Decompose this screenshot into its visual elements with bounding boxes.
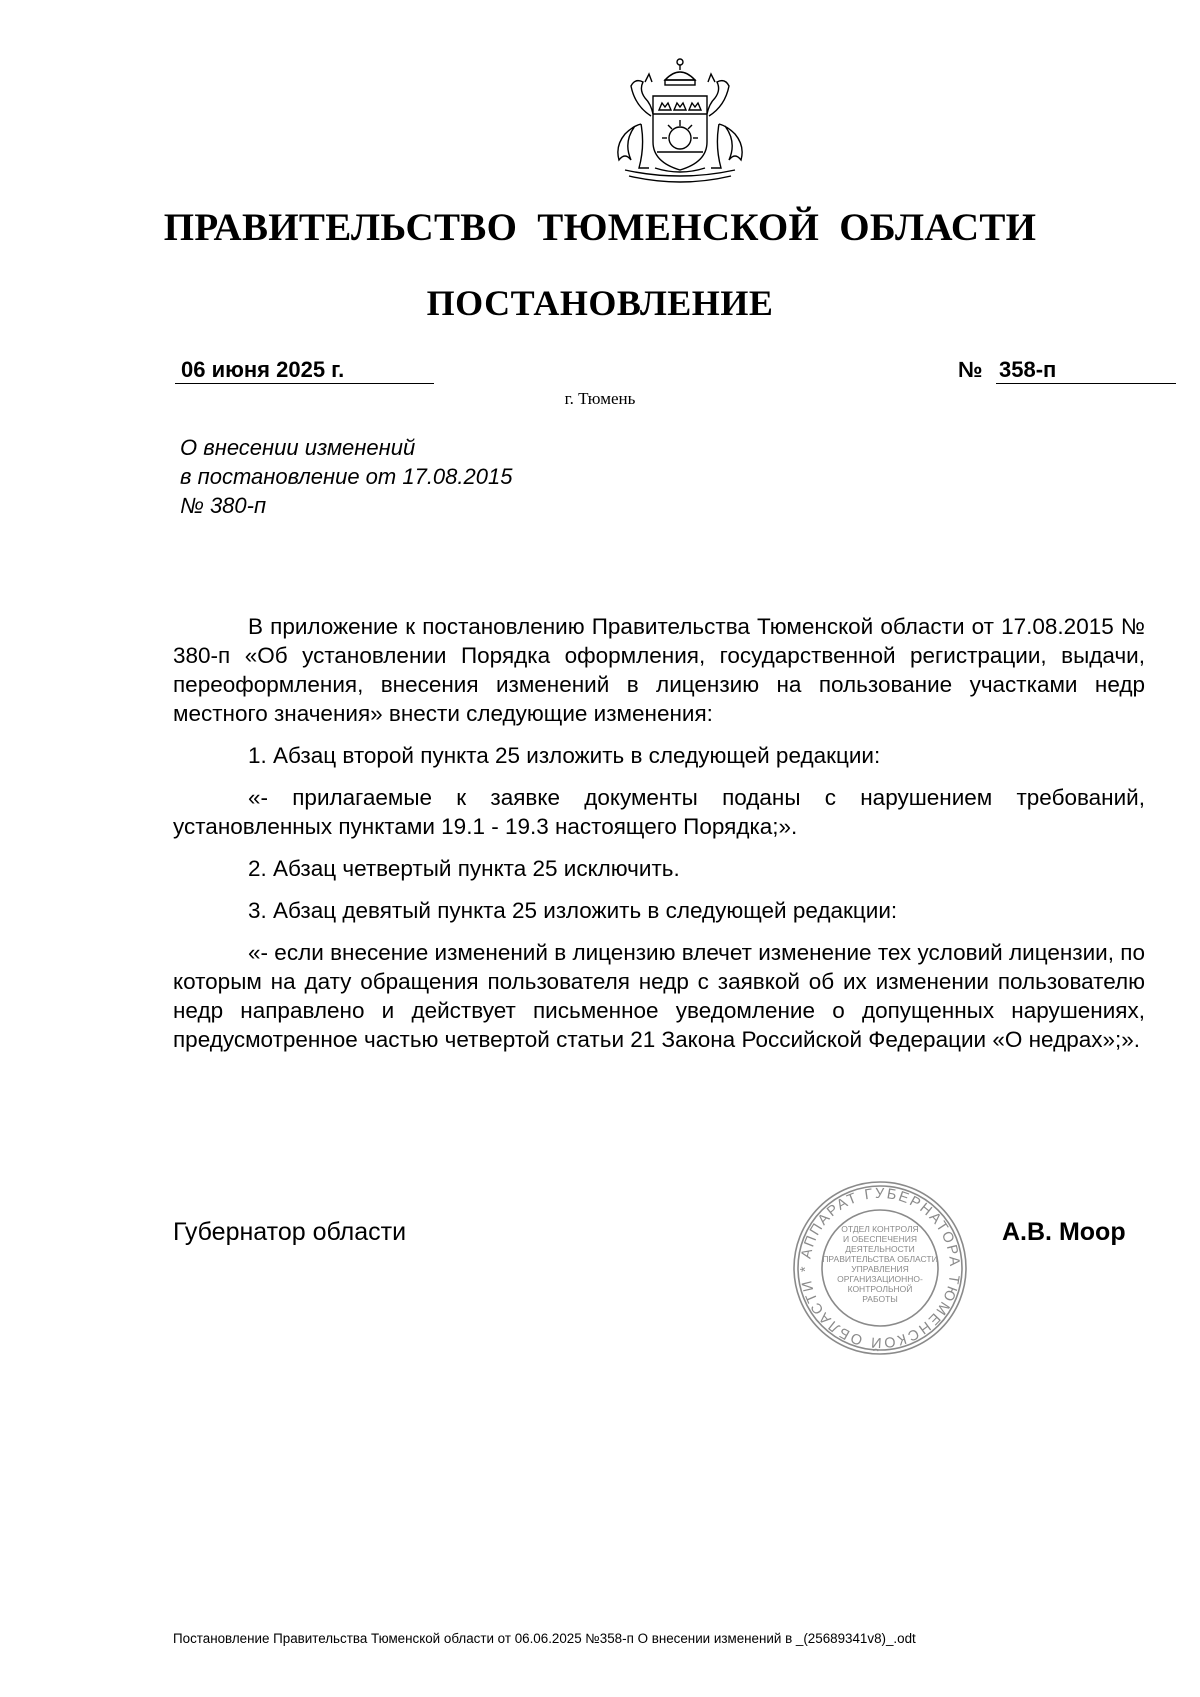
coat-of-arms-emblem [595, 56, 765, 186]
stamp-inner-line: КОНТРОЛЬНОЙ [847, 1284, 913, 1294]
stamp-inner-line: УПРАВЛЕНИЯ [851, 1264, 909, 1274]
document-subject [180, 433, 512, 520]
subject-line: О внесении изменений [180, 435, 416, 460]
city-name: г. Тюмень [564, 389, 636, 408]
document-body [173, 612, 1145, 1054]
body-paragraph: В приложение к постановлению Правительства Тюменской области от 17.08.2015 № 380-п «Об установлении Порядка оформления, государственной регистрации, выдачи, переоформления, внесения изменений в лицензию на пользование участками недр местного значения» внести следующие изменения: [173, 614, 1145, 726]
body-paragraph: «- прилагаемые к заявке документы поданы с нарушением требований, установленных пунктами 19.1 - 19.3 настоящего Порядка;». [173, 785, 1145, 839]
document-date: 06 июня 2025 г. [175, 356, 434, 384]
subject-line: в постановление от 17.08.2015 [180, 464, 513, 489]
document-footer: Постановление Правительства Тюменской области от 06.06.2025 №358-п О внесении изменений в _(25689341v8)_.odt [173, 1631, 916, 1646]
subject-line: № 380-п [180, 493, 267, 518]
stamp-inner-line: ОТДЕЛ КОНТРОЛЯ [841, 1224, 919, 1234]
stamp-inner-line: ДЕЯТЕЛЬНОСТИ [845, 1244, 915, 1254]
round-seal-icon [792, 1180, 968, 1356]
signatory-name: А.В. Моор [1002, 1218, 1126, 1246]
tyumen-oblast-coat-of-arms-icon [595, 56, 765, 186]
body-paragraph: «- если внесение изменений в лицензию влечет изменение тех условий лицензии, по которым на дату обращения пользователя недр с заявкой об их изменении пользователю недр направлено и действует письменное уведомление о допущенных нарушениях, предусмотренное частью четвертой статьи 21 Закона Российской Федерации «О недрах»;». [173, 940, 1145, 1052]
stamp-inner-line: РАБОТЫ [862, 1294, 898, 1304]
signatory-title: Губернатор области [173, 1218, 407, 1246]
document-type-title: ПОСТАНОВЛЕНИЕ [426, 283, 774, 323]
body-paragraph: 1. Абзац второй пункта 25 изложить в следующей редакции: [248, 743, 881, 768]
body-paragraph: 2. Абзац четвертый пункта 25 исключить. [248, 856, 680, 881]
document-number: 358-п [996, 356, 1176, 384]
stamp-inner-line: ОРГАНИЗАЦИОННО- [837, 1274, 923, 1284]
body-paragraph: 3. Абзац девятый пункта 25 изложить в следующей редакции: [248, 898, 898, 923]
stamp-inner-line: И ОБЕСПЕЧЕНИЯ [843, 1234, 917, 1244]
number-sign: № [958, 357, 983, 382]
official-stamp [792, 1180, 968, 1356]
stamp-inner-line: ПРАВИТЕЛЬСТВА ОБЛАСТИ [822, 1254, 938, 1264]
stamp-outer-text: АППАРАТ ГУБЕРНАТОРА ТЮМЕНСКОЙ ОБЛАСТИ * [797, 1185, 963, 1351]
government-name: ПРАВИТЕЛЬСТВО ТЮМЕНСКОЙ ОБЛАСТИ [163, 206, 1037, 249]
